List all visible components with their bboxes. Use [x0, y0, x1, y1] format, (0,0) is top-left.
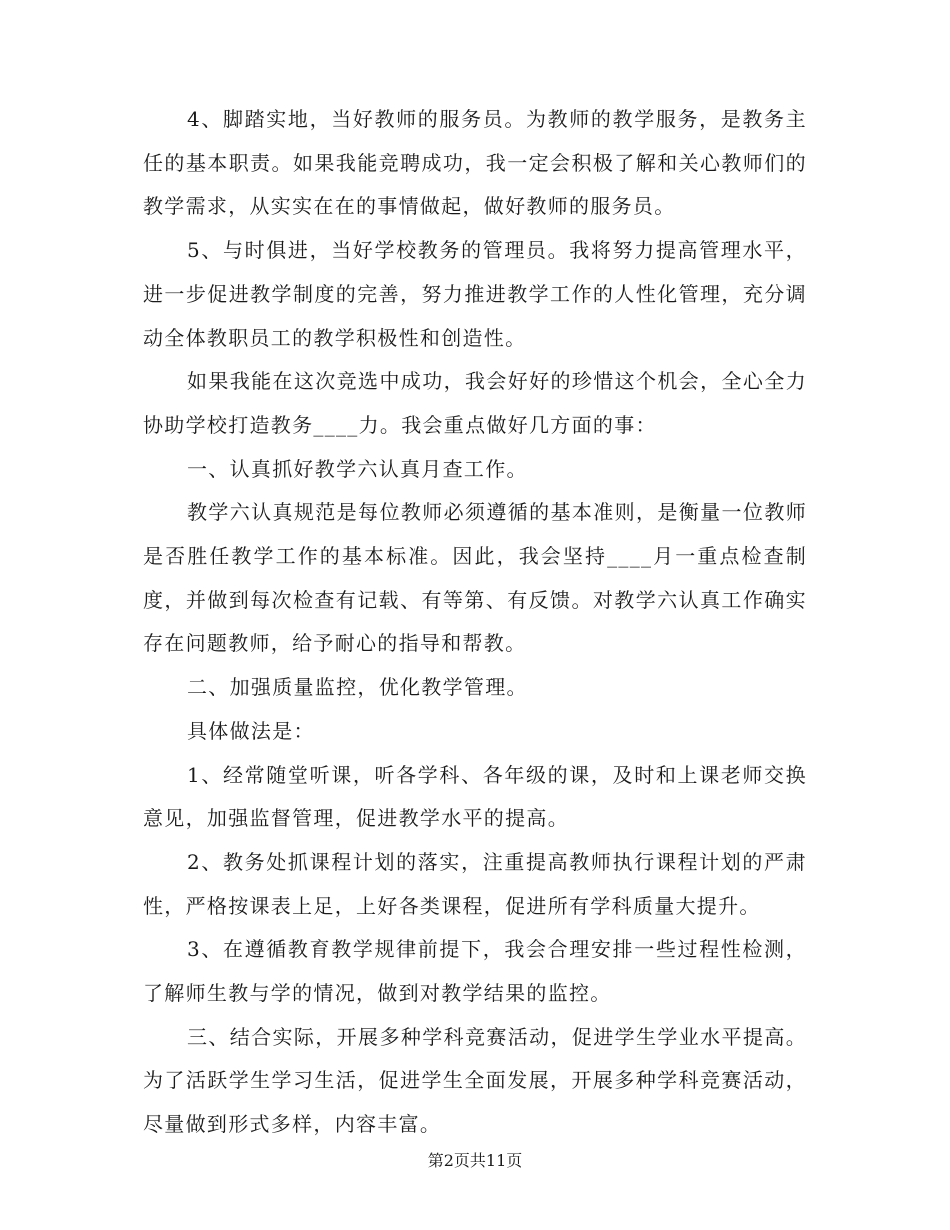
paragraph: 5、与时俱进，当好学校教务的管理员。我将努力提高管理水平，进一步促进教学制度的完善，努力推进教学工作的人性化管理，充分调动全体教职员工的教学积极性和创造性。 [143, 238, 807, 350]
paragraph: 1、经常随堂听课，听各学科、各年级的课，及时和上课老师交换意见，加强监督管理，促进教学水平的提高。 [143, 762, 807, 831]
paragraph: 4、脚踏实地，当好教师的服务员。为教师的教学服务，是教务主任的基本职责。如果我能竞聘成功，我一定会积极了解和关心教师们的教学需求，从实实在在的事情做起，做好教师的服务员。 [143, 107, 807, 219]
paragraph: 2、教务处抓课程计划的落实，注重提高教师执行课程计划的严肃性，严格按课表上足，上好各类课程，促进所有学科质量大提升。 [143, 849, 807, 918]
body-text [143, 98, 807, 1147]
paragraph: 教学六认真规范是每位教师必须遵循的基本准则，是衡量一位教师是否胜任教学工作的基本标准。因此，我会坚持____月一重点检查制度，并做到每次检查有记载、有等第、有反馈。对教学六认真工作确实存在问题教师，给予耐心的指导和帮教。 [143, 500, 807, 656]
paragraph: 具体做法是： [187, 718, 315, 743]
paragraph: 3、在遵循教育教学规律前提下，我会合理安排一些过程性检测，了解师生教与学的情况，做到对教学结果的监控。 [143, 937, 807, 1006]
page-number-footer: 第2页共11页 [427, 1151, 523, 1170]
section-heading: 三、结合实际，开展多种学科竞赛活动，促进学生学业水平提高。为了活跃学生学习生活，促进学生全面发展，开展多种学科竞赛活动，尽量做到形式多样，内容丰富。 [143, 1024, 807, 1137]
section-heading: 二、加强质量监控，优化教学管理。 [187, 675, 528, 700]
section-heading: 一、认真抓好教学六认真月查工作。 [187, 456, 528, 481]
paragraph: 如果我能在这次竞选中成功，我会好好的珍惜这个机会，全心全力协助学校打造教务____力。我会重点做好几方面的事： [143, 369, 807, 437]
